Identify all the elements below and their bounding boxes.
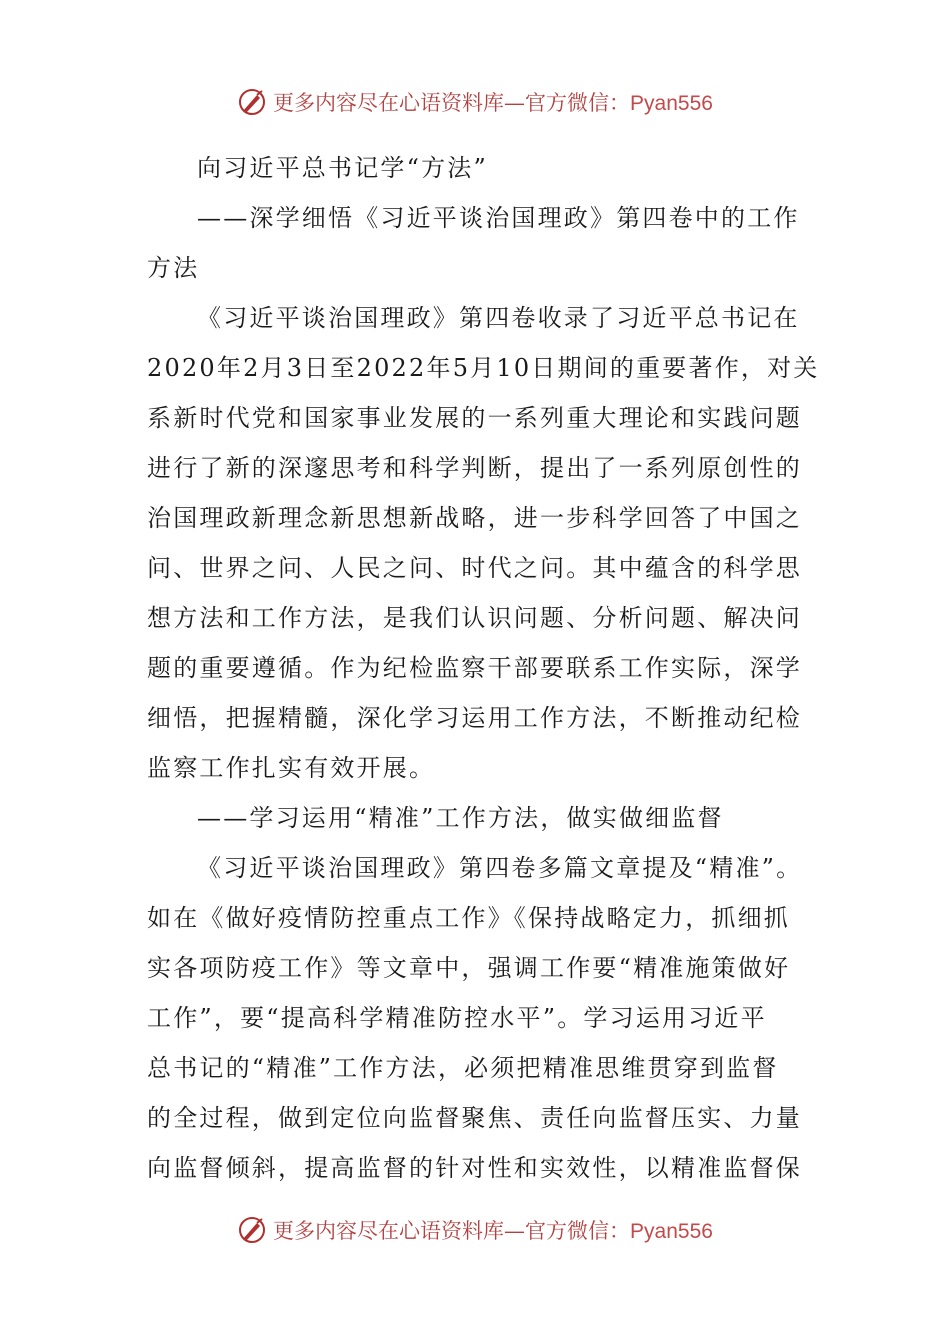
paragraph-line: 进行了新的深邃思考和科学判断，提出了一系列原创性的 bbox=[147, 454, 802, 482]
paragraph-line: 题的重要遵循。作为纪检监察干部要联系工作实际，深学 bbox=[147, 654, 802, 682]
paragraph-line: 监察工作扎实有效开展。 bbox=[147, 754, 436, 782]
section-heading: ——学习运用“精准”工作方法，做实做细监督 bbox=[197, 804, 724, 832]
pen-logo-icon bbox=[237, 87, 267, 117]
watermark-text: 更多内容尽在心语资料库—官方微信：Pyan556 bbox=[273, 91, 713, 115]
paragraph-line: 2020年2月3日至2022年5月10日期间的重要著作，对关 bbox=[147, 354, 820, 382]
paragraph-line: 向监督倾斜，提高监督的针对性和实效性，以精准监督保 bbox=[147, 1154, 802, 1182]
paragraph-line: 《习近平谈治国理政》第四卷收录了习近平总书记在 bbox=[197, 304, 800, 332]
paragraph-line: 细悟，把握精髓，深化学习运用工作方法，不断推动纪检 bbox=[147, 704, 802, 732]
paragraph-line: 治国理政新理念新思想新战略，进一步科学回答了中国之 bbox=[147, 504, 802, 532]
document-subtitle-line: 方法 bbox=[147, 254, 200, 282]
paragraph-line: 《习近平谈治国理政》第四卷多篇文章提及“精准”。 bbox=[197, 854, 803, 882]
document-body bbox=[147, 143, 827, 1193]
paragraph-line: 如在《做好疫情防控重点工作》《保持战略定力，抓细抓 bbox=[147, 904, 790, 932]
document-title: 向习近平总书记学“方法” bbox=[197, 154, 488, 182]
paragraph-line: 想方法和工作方法，是我们认识问题、分析问题、解决问 bbox=[147, 604, 802, 632]
paragraph-line: 实各项防疫工作》等文章中，强调工作要“精准施策做好 bbox=[147, 954, 791, 982]
header-watermark bbox=[0, 82, 950, 122]
watermark-text: 更多内容尽在心语资料库—官方微信：Pyan556 bbox=[273, 1219, 713, 1243]
paragraph-line: 的全过程，做到定位向监督聚焦、责任向监督压实、力量 bbox=[147, 1104, 802, 1132]
paragraph-line: 总书记的“精准”工作方法，必须把精准思维贯穿到监督 bbox=[147, 1054, 779, 1082]
document-subtitle-line: ——深学细悟《习近平谈治国理政》第四卷中的工作 bbox=[197, 204, 800, 232]
paragraph-line: 工作”，要“提高科学精准防控水平”。学习运用习近平 bbox=[147, 1004, 767, 1032]
paragraph-line: 系新时代党和国家事业发展的一系列重大理论和实践问题 bbox=[147, 404, 802, 432]
footer-watermark bbox=[0, 1210, 950, 1250]
pen-logo-icon bbox=[237, 1215, 267, 1245]
paragraph-line: 问、世界之问、人民之问、时代之问。其中蕴含的科学思 bbox=[147, 554, 802, 582]
